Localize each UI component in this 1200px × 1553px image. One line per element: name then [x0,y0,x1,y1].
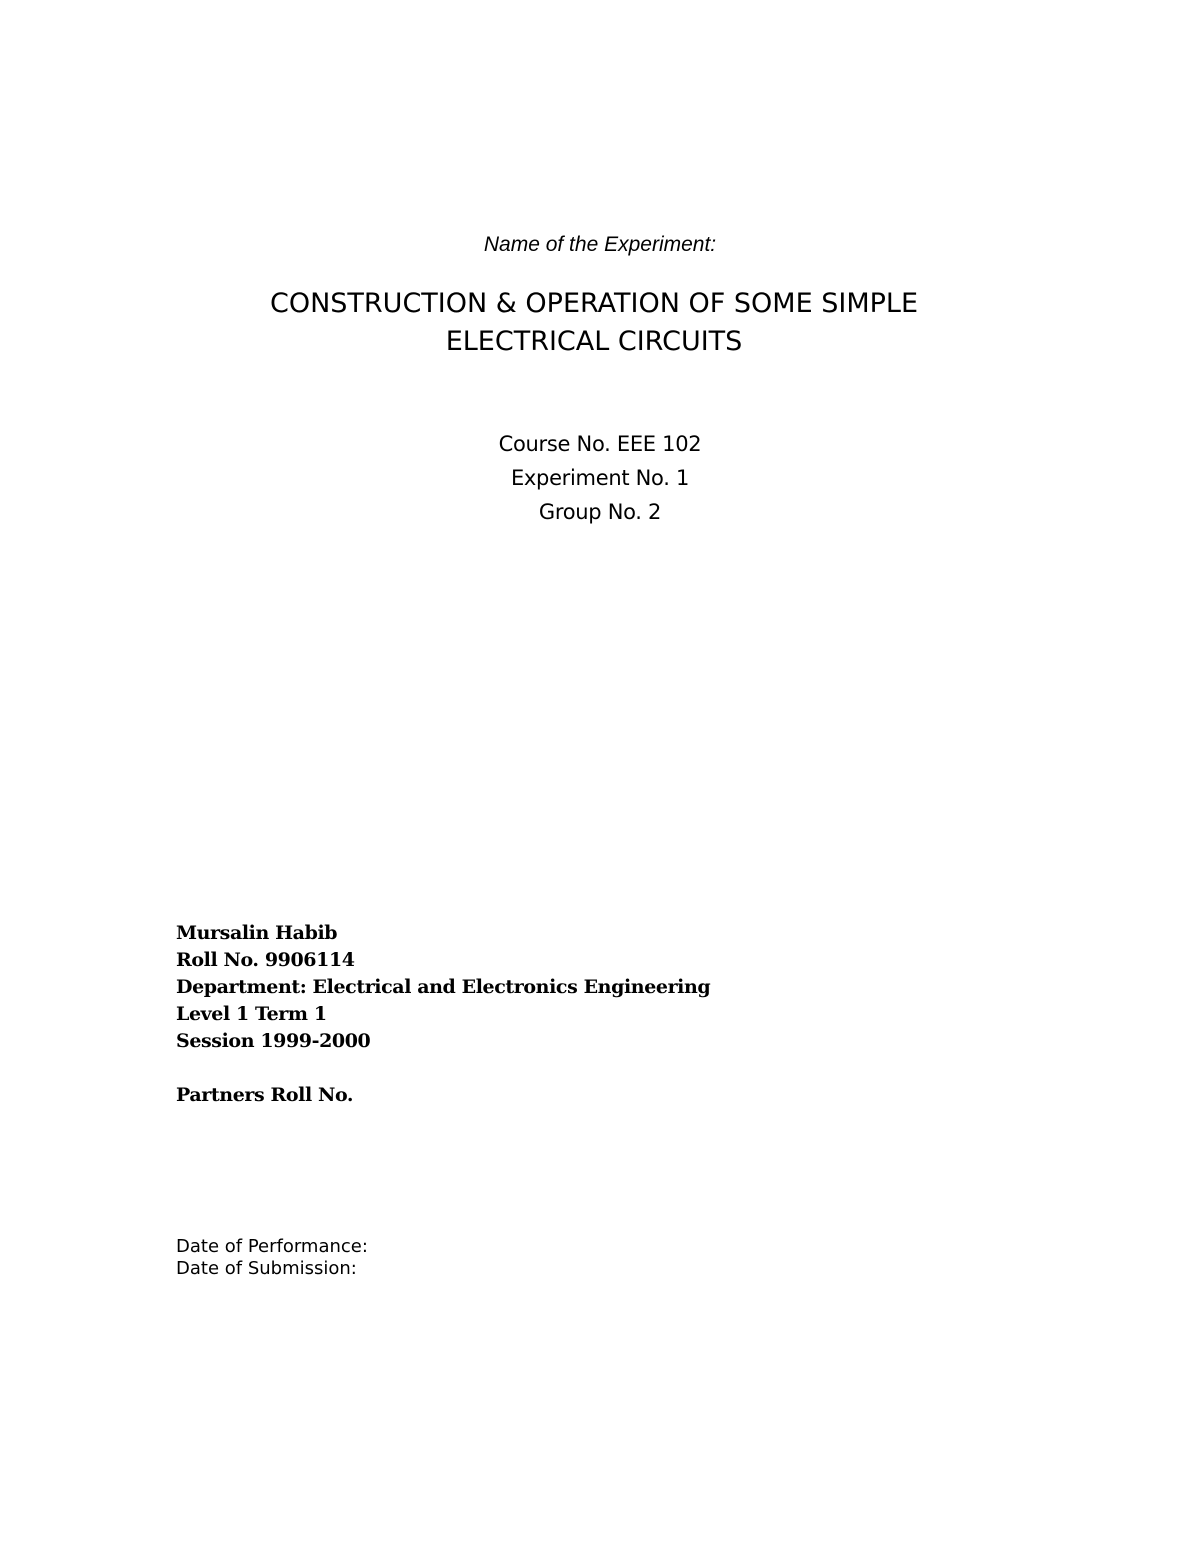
session: Session 1999-2000 [176,1030,371,1052]
experiment-label: Name of the Experiment: [483,233,717,256]
department: Department: Electrical and Electronics Engineering [176,976,711,998]
course-number: Course No. EEE 102 [498,432,702,456]
level-term: Level 1 Term 1 [176,1003,327,1025]
student-name: Mursalin Habib [176,922,338,944]
experiment-title-line-2: ELECTRICAL CIRCUITS [445,326,743,357]
date-of-performance: Date of Performance: [176,1236,368,1257]
experiment-title-line-1: CONSTRUCTION & OPERATION OF SOME SIMPLE [269,288,919,319]
partners-roll: Partners Roll No. [176,1084,354,1106]
roll-number: Roll No. 9906114 [176,949,355,971]
group-number: Group No. 2 [538,500,662,524]
date-of-submission: Date of Submission: [176,1258,357,1279]
experiment-number: Experiment No. 1 [510,466,690,490]
